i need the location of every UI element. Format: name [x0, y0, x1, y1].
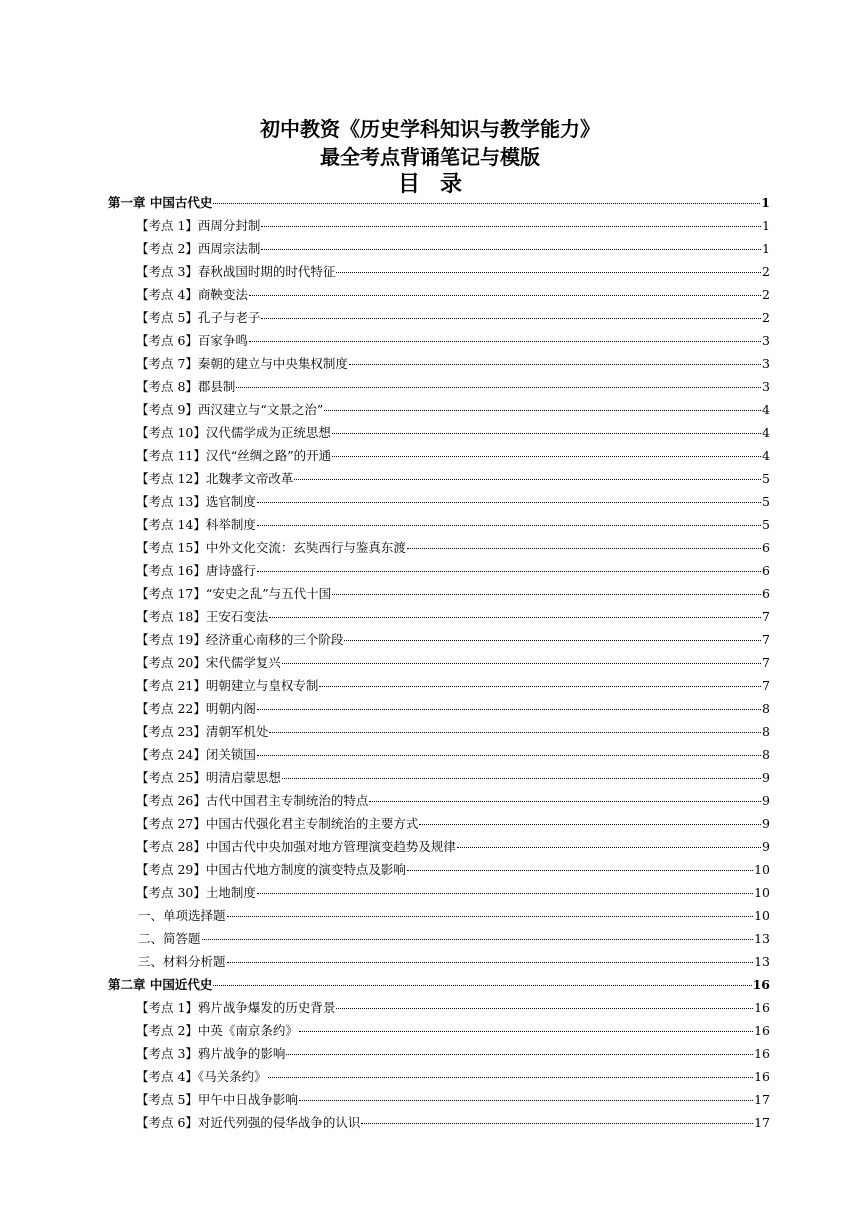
- toc-page-number: 13: [754, 931, 770, 946]
- toc-entry-title: 【考点 17】“安史之乱”与五代十国: [136, 586, 332, 601]
- toc-entry-title: 【考点 30】土地制度: [136, 885, 256, 900]
- toc-entry-title: 【考点 10】汉代儒学成为正统思想: [136, 425, 331, 440]
- toc-item[interactable]: [108, 651, 770, 674]
- toc-page-number: 2: [762, 310, 770, 325]
- toc-item[interactable]: [108, 996, 770, 1019]
- toc-page-number: 2: [762, 264, 770, 279]
- toc-dot-leader: [299, 1100, 753, 1101]
- toc-entry-title: 【考点 1】鸦片战争爆发的历史背景: [136, 1000, 336, 1015]
- toc-page-number: 5: [762, 517, 770, 532]
- toc-entry-title: 【考点 6】对近代列强的侵华战争的认识: [136, 1115, 361, 1130]
- toc-entry-title: 【考点 3】鸦片战争的影响: [136, 1046, 286, 1061]
- toc-page-number: 4: [762, 448, 770, 463]
- toc-item[interactable]: [108, 1019, 770, 1042]
- toc-entry-title: 【考点 11】汉代“丝绸之路”的开通: [136, 448, 332, 463]
- document-subtitle: 最全考点背诵笔记与模版: [320, 145, 540, 169]
- toc-dot-leader: [332, 433, 761, 434]
- toc-page-number: 4: [762, 402, 770, 417]
- toc-dot-leader: [286, 1054, 753, 1055]
- toc-entry-title: 【考点 3】春秋战国时期的时代特征: [136, 264, 336, 279]
- toc-page-number: 17: [754, 1115, 770, 1130]
- toc-item[interactable]: [108, 697, 770, 720]
- toc-item[interactable]: [108, 559, 770, 582]
- toc-entry-title: 【考点 16】唐诗盛行: [136, 563, 256, 578]
- toc-dot-leader: [257, 525, 761, 526]
- toc-entry-title: 【考点 7】秦朝的建立与中央集权制度: [136, 356, 348, 371]
- table-of-contents: [108, 191, 770, 1134]
- toc-entry-title: 【考点 4】商鞅变法: [136, 287, 248, 302]
- toc-dot-leader: [227, 916, 754, 917]
- toc-dot-leader: [249, 295, 761, 296]
- toc-page-number: 7: [762, 678, 770, 693]
- toc-entry-title: 【考点 21】明朝建立与皇权专制: [136, 678, 319, 693]
- toc-page-number: 3: [762, 333, 770, 348]
- toc-entry-title: 【考点 8】郡县制: [136, 379, 236, 394]
- toc-item[interactable]: [108, 743, 770, 766]
- toc-dot-leader: [261, 249, 761, 250]
- toc-dot-leader: [269, 617, 761, 618]
- toc-dot-leader: [236, 387, 761, 388]
- toc-page-number: 16: [754, 1023, 770, 1038]
- toc-dot-leader: [336, 272, 761, 273]
- toc-dot-leader: [319, 686, 761, 687]
- toc-page-number: 8: [762, 747, 770, 762]
- toc-entry-title: 【考点 28】中国古代中央加强对地方管理演变趋势及规律: [136, 839, 456, 854]
- toc-entry-title: 【考点 18】王安石变法: [136, 609, 269, 624]
- toc-dot-leader: [269, 732, 761, 733]
- toc-page-number: 2: [762, 287, 770, 302]
- toc-entry-title: 【考点 2】中英《南京条约》: [136, 1023, 298, 1038]
- toc-entry-title: 【考点 14】科举制度: [136, 517, 256, 532]
- toc-page-number: 13: [754, 954, 770, 969]
- toc-dot-leader: [261, 226, 761, 227]
- toc-item[interactable]: [108, 490, 770, 513]
- toc-item[interactable]: [108, 1042, 770, 1065]
- toc-item[interactable]: [108, 283, 770, 306]
- toc-entry-title: 【考点 24】闭关锁国: [136, 747, 256, 762]
- toc-entry-title: 【考点 5】孔子与老子: [136, 310, 261, 325]
- toc-dot-leader: [344, 640, 761, 641]
- toc-item[interactable]: [108, 237, 770, 260]
- toc-dot-leader: [249, 341, 761, 342]
- toc-page-number: 1: [762, 241, 770, 256]
- toc-dot-leader: [257, 502, 761, 503]
- toc-item[interactable]: [108, 306, 770, 329]
- toc-entry-title: 【考点 15】中外文化交流：玄奘西行与鉴真东渡: [136, 540, 406, 555]
- toc-page-number: 4: [762, 425, 770, 440]
- toc-chapter[interactable]: [108, 973, 770, 996]
- toc-item[interactable]: [108, 858, 770, 881]
- toc-entry-title: 【考点 6】百家争鸣: [136, 333, 248, 348]
- toc-item[interactable]: [108, 352, 770, 375]
- toc-dot-leader: [324, 410, 761, 411]
- toc-entry-title: 【考点 4】《马关条约》: [136, 1069, 267, 1084]
- toc-page-number: 7: [762, 609, 770, 624]
- toc-page-number: 9: [762, 793, 770, 808]
- toc-entry-title: 【考点 13】选官制度: [136, 494, 256, 509]
- toc-section[interactable]: [108, 927, 770, 950]
- toc-item[interactable]: [108, 605, 770, 628]
- toc-item[interactable]: [108, 835, 770, 858]
- toc-item[interactable]: [108, 536, 770, 559]
- toc-page-number: 7: [762, 632, 770, 647]
- toc-entry-title: 【考点 22】明朝内阁: [136, 701, 256, 716]
- toc-item[interactable]: [108, 1065, 770, 1088]
- toc-item[interactable]: [108, 421, 770, 444]
- toc-dot-leader: [369, 801, 761, 802]
- toc-entry-title: 【考点 2】西周宗法制: [136, 241, 261, 256]
- toc-item[interactable]: [108, 375, 770, 398]
- toc-dot-leader: [457, 847, 761, 848]
- toc-dot-leader: [202, 939, 754, 940]
- toc-page-number: 10: [754, 885, 770, 900]
- toc-dot-leader: [257, 571, 761, 572]
- toc-entry-title: 【考点 20】宋代儒学复兴: [136, 655, 281, 670]
- toc-page-number: 9: [762, 839, 770, 854]
- toc-dot-leader: [257, 755, 761, 756]
- toc-entry-title: 二、简答题: [138, 931, 201, 946]
- toc-dot-leader: [419, 824, 761, 825]
- toc-entry-title: 【考点 19】经济重心南移的三个阶段: [136, 632, 344, 647]
- toc-item[interactable]: [108, 582, 770, 605]
- toc-dot-leader: [257, 893, 753, 894]
- toc-dot-leader: [407, 870, 753, 871]
- toc-page-number: 16: [754, 1069, 770, 1084]
- toc-page-number: 9: [762, 816, 770, 831]
- toc-entry-title: 【考点 23】清朝军机处: [136, 724, 269, 739]
- toc-item[interactable]: [108, 674, 770, 697]
- toc-item[interactable]: [108, 1088, 770, 1111]
- toc-page-number: 8: [762, 701, 770, 716]
- toc-page-number: 17: [754, 1092, 770, 1107]
- toc-entry-title: 【考点 5】甲午中日战争影响: [136, 1092, 298, 1107]
- toc-page-number: 3: [762, 379, 770, 394]
- toc-section[interactable]: [108, 904, 770, 927]
- toc-item[interactable]: [108, 812, 770, 835]
- toc-dot-leader: [282, 663, 761, 664]
- toc-dot-leader: [349, 364, 761, 365]
- toc-item[interactable]: [108, 329, 770, 352]
- toc-dot-leader: [227, 962, 754, 963]
- toc-item[interactable]: [108, 467, 770, 490]
- toc-entry-title: 第二章 中国近代史: [108, 977, 213, 992]
- toc-page-number: 16: [754, 1046, 770, 1061]
- toc-page-number: 3: [762, 356, 770, 371]
- toc-dot-leader: [361, 1123, 753, 1124]
- toc-page-number: 8: [762, 724, 770, 739]
- toc-entry-title: 【考点 25】明清启蒙思想: [136, 770, 281, 785]
- toc-dot-leader: [332, 456, 761, 457]
- toc-entry-title: 第一章 中国古代史: [108, 195, 213, 210]
- toc-item[interactable]: [108, 398, 770, 421]
- toc-page-number: 16: [752, 977, 770, 992]
- toc-dot-leader: [282, 778, 761, 779]
- toc-dot-leader: [261, 318, 761, 319]
- toc-page-number: 6: [762, 540, 770, 555]
- toc-entry-title: 【考点 27】中国古代强化君主专制统治的主要方式: [136, 816, 419, 831]
- toc-page-number: 5: [762, 471, 770, 486]
- toc-entry-title: 【考点 12】北魏孝文帝改革: [136, 471, 294, 486]
- toc-item[interactable]: [108, 1111, 770, 1134]
- toc-dot-leader: [332, 594, 761, 595]
- toc-page-number: 6: [762, 586, 770, 601]
- toc-page-number: 9: [762, 770, 770, 785]
- toc-page-number: 1: [762, 218, 770, 233]
- toc-page-number: 10: [754, 908, 770, 923]
- toc-entry-title: 三、材料分析题: [138, 954, 226, 969]
- toc-dot-leader: [407, 548, 761, 549]
- toc-entry-title: 【考点 29】中国古代地方制度的演变特点及影响: [136, 862, 406, 877]
- toc-page-number: 5: [762, 494, 770, 509]
- toc-page-number: 10: [754, 862, 770, 877]
- toc-item[interactable]: [108, 444, 770, 467]
- toc-page-number: 16: [754, 1000, 770, 1015]
- toc-dot-leader: [294, 479, 761, 480]
- toc-item[interactable]: [108, 766, 770, 789]
- toc-item[interactable]: [108, 720, 770, 743]
- toc-chapter[interactable]: [108, 191, 770, 214]
- toc-item[interactable]: [108, 881, 770, 904]
- toc-item[interactable]: [108, 789, 770, 812]
- toc-dot-leader: [268, 1077, 753, 1078]
- toc-item[interactable]: [108, 628, 770, 651]
- toc-dot-leader: [299, 1031, 753, 1032]
- toc-page-number: 7: [762, 655, 770, 670]
- toc-heading: 目录: [397, 171, 482, 197]
- toc-item[interactable]: [108, 214, 770, 237]
- toc-dot-leader: [257, 709, 761, 710]
- toc-entry-title: 【考点 9】西汉建立与“文景之治”: [136, 402, 324, 417]
- toc-section[interactable]: [108, 950, 770, 973]
- toc-dot-leader: [213, 203, 760, 204]
- toc-entry-title: 【考点 1】西周分封制: [136, 218, 261, 233]
- document-title: 初中教资《历史学科知识与教学能力》: [260, 117, 600, 141]
- toc-item[interactable]: [108, 260, 770, 283]
- toc-entry-title: 【考点 26】古代中国君主专制统治的特点: [136, 793, 369, 808]
- toc-dot-leader: [336, 1008, 753, 1009]
- toc-page-number: 1: [761, 195, 770, 210]
- toc-entry-title: 一、单项选择题: [138, 908, 226, 923]
- toc-item[interactable]: [108, 513, 770, 536]
- toc-page-number: 6: [762, 563, 770, 578]
- toc-dot-leader: [213, 985, 751, 986]
